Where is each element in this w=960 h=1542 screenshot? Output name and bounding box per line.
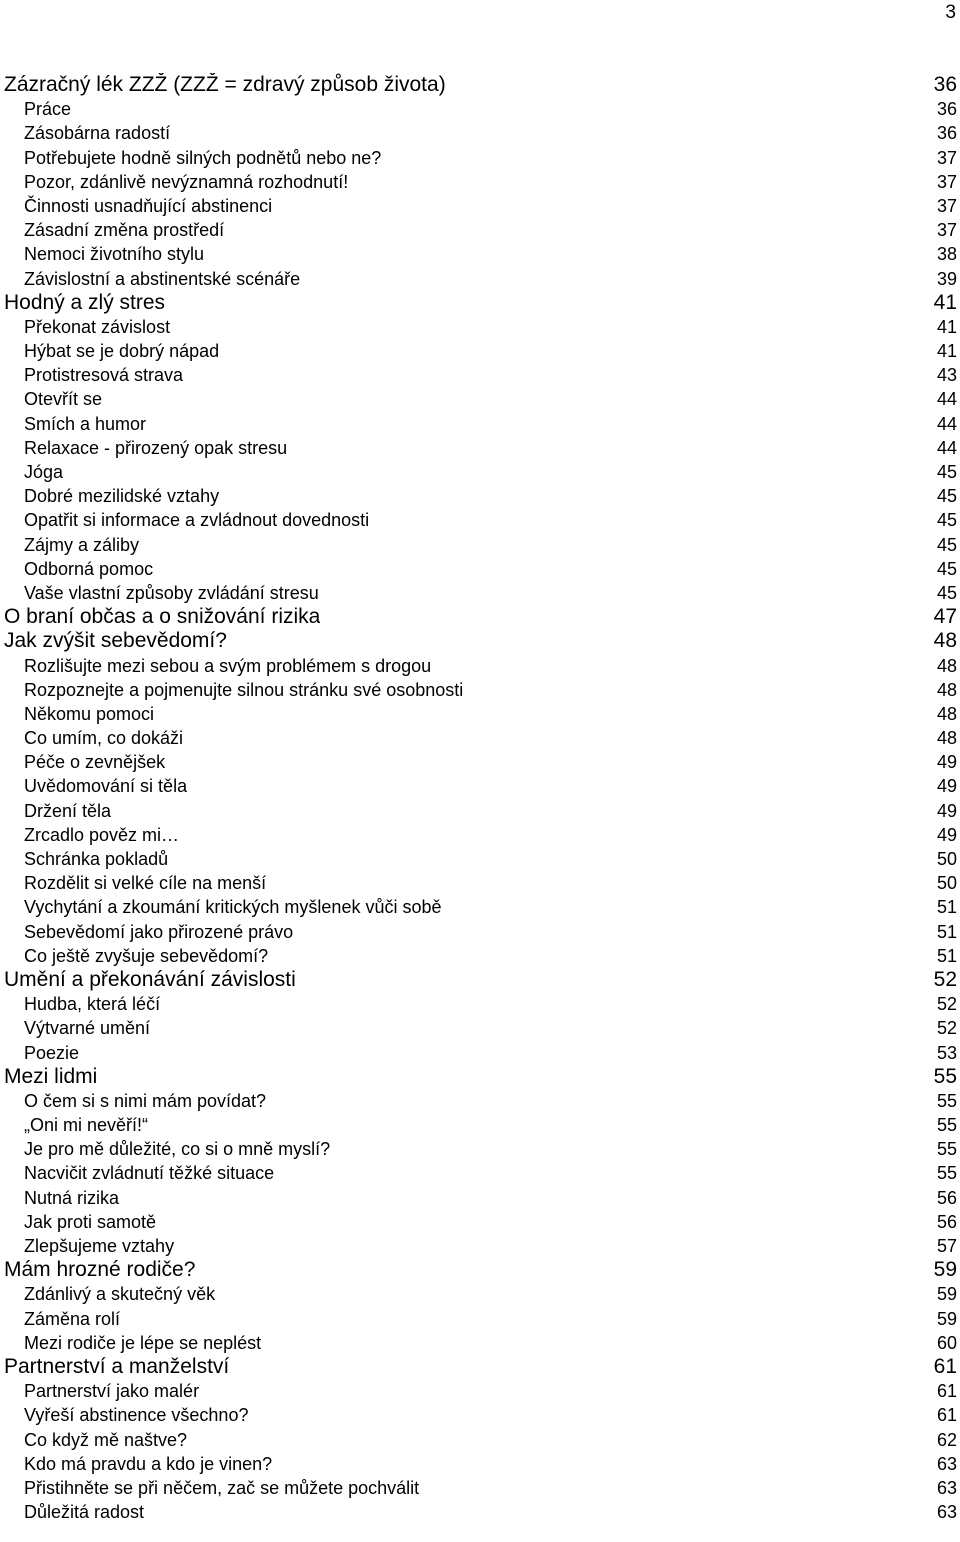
toc-entry-page: 44 xyxy=(936,413,957,434)
toc-entry-page: 37 xyxy=(936,220,957,241)
toc-entry-title: Jóga xyxy=(24,462,64,482)
toc-entry-page: 52 xyxy=(936,1018,957,1039)
toc-section-row[interactable] xyxy=(0,1379,957,1403)
toc-entry-title: Zásadní změna prostředí xyxy=(24,220,225,241)
toc-entry-page: 44 xyxy=(936,437,957,458)
toc-section-row[interactable] xyxy=(0,895,957,919)
toc-section-row[interactable] xyxy=(0,121,957,145)
toc-entry-title: Hýbat se je dobrý nápad xyxy=(24,341,220,362)
toc-section-row[interactable] xyxy=(0,1113,957,1137)
toc-entry-page: 37 xyxy=(936,147,957,168)
toc-entry-title: Důležitá radost xyxy=(24,1502,145,1523)
toc-entry-title: O čem si s nimi mám povídat? xyxy=(24,1090,267,1111)
toc-section-row[interactable] xyxy=(0,750,957,774)
toc-entry-page: 48 xyxy=(933,629,957,653)
toc-entry-title: Zázračný lék ZZŽ (ZZŽ = zdravý způsob života) xyxy=(4,73,446,96)
toc-section-row[interactable] xyxy=(0,992,957,1016)
toc-entry-title: „Oni mi nevěří!“ xyxy=(24,1115,149,1136)
toc-chapter-row[interactable] xyxy=(0,1355,957,1379)
toc-chapter-row[interactable] xyxy=(0,73,957,97)
toc-chapter-row[interactable] xyxy=(0,1065,957,1089)
toc-entry-page: 50 xyxy=(936,873,957,894)
toc-entry-page: 63 xyxy=(936,1502,957,1523)
toc-section-row[interactable] xyxy=(0,339,957,363)
toc-section-row[interactable] xyxy=(0,1500,957,1524)
toc-section-row[interactable] xyxy=(0,1452,957,1476)
toc-section-row[interactable] xyxy=(0,726,957,750)
toc-section-row[interactable] xyxy=(0,1331,957,1355)
toc-entry-page: 36 xyxy=(936,123,957,144)
toc-section-row[interactable] xyxy=(0,508,957,532)
toc-entry-page: 59 xyxy=(933,1258,957,1282)
toc-entry-title: Kdo má pravdu a kdo je vinen? xyxy=(24,1453,273,1474)
toc-entry-title: Rozdělit si velké cíle na menší xyxy=(24,873,267,894)
toc-entry-title: Někomu pomoci xyxy=(24,703,155,724)
toc-entry-title: Co když mě naštve? xyxy=(24,1429,188,1450)
toc-section-row[interactable] xyxy=(0,436,957,460)
toc-chapter-row[interactable] xyxy=(0,605,957,629)
toc-entry-page: 51 xyxy=(936,921,957,942)
toc-entry-title: Sebevědomí jako přirozené právo xyxy=(24,921,294,942)
toc-section-row[interactable] xyxy=(0,242,957,266)
toc-entry-page: 50 xyxy=(936,849,957,869)
toc-section-row[interactable] xyxy=(0,1089,957,1113)
toc-entry-title: Zdánlivý a skutečný věk xyxy=(24,1284,216,1305)
toc-section-row[interactable] xyxy=(0,194,957,218)
toc-entry-title: Zásobárna radostí xyxy=(24,123,171,144)
toc-entry-page: 63 xyxy=(936,1477,957,1498)
toc-entry-page: 61 xyxy=(936,1381,957,1402)
toc-section-row[interactable] xyxy=(0,267,957,291)
toc-entry-page: 51 xyxy=(936,945,957,966)
toc-section-row[interactable] xyxy=(0,460,957,484)
toc-entry-page: 45 xyxy=(936,582,957,603)
toc-section-row[interactable] xyxy=(0,774,957,798)
toc-section-row[interactable] xyxy=(0,847,957,871)
toc-section-row[interactable] xyxy=(0,1307,957,1331)
toc-section-row[interactable] xyxy=(0,702,957,726)
toc-section-row[interactable] xyxy=(0,1161,957,1185)
toc-entry-title: Mezi lidmi xyxy=(4,1064,98,1088)
toc-entry-page: 57 xyxy=(936,1236,957,1256)
toc-entry-page: 56 xyxy=(936,1187,957,1208)
toc-entry-page: 60 xyxy=(936,1332,957,1353)
toc-entry-page: 61 xyxy=(933,1354,957,1378)
toc-section-row[interactable] xyxy=(0,1041,957,1065)
toc-entry-page: 62 xyxy=(936,1429,957,1450)
toc-chapter-row[interactable] xyxy=(0,629,957,653)
toc-entry-title: Přistihněte se při něčem, zač se můžete pochválit xyxy=(24,1477,420,1498)
toc-entry-page: 52 xyxy=(936,994,957,1015)
toc-section-row[interactable] xyxy=(0,363,957,387)
toc-section-row[interactable] xyxy=(0,1476,957,1500)
toc-entry-title: Nemoci životního stylu xyxy=(24,244,205,265)
toc-entry-title: Mezi rodiče je lépe se neplést xyxy=(24,1332,262,1353)
toc-entry-title: Umění a překonávání závislosti xyxy=(4,967,296,991)
toc-entry-title: Činnosti usnadňující abstinenci xyxy=(24,195,273,216)
toc-entry-title: Relaxace - přirozený opak stresu xyxy=(24,437,288,458)
toc-entry-page: 45 xyxy=(936,486,957,507)
toc-entry-title: Nacvičit zvládnutí těžké situace xyxy=(24,1163,275,1184)
toc-entry-title: Nutná rizika xyxy=(24,1187,120,1208)
toc-section-row[interactable] xyxy=(0,387,957,411)
toc-chapter-row[interactable] xyxy=(0,968,957,992)
toc-entry-page: 48 xyxy=(936,655,957,676)
toc-section-row[interactable] xyxy=(0,1137,957,1161)
toc-entry-page: 37 xyxy=(936,195,957,216)
toc-section-row[interactable] xyxy=(0,146,957,170)
toc-entry-title: Výtvarné umění xyxy=(24,1018,151,1039)
toc-entry-title: Partnerství jako malér xyxy=(24,1381,200,1402)
toc-entry-page: 48 xyxy=(936,728,957,749)
toc-entry-title: Záměna rolí xyxy=(24,1308,121,1329)
toc-entry-title: Odborná pomoc xyxy=(24,558,154,579)
toc-entry-page: 47 xyxy=(933,605,957,629)
toc-entry-title: Zrcadlo pověz mi… xyxy=(24,824,180,845)
toc-chapter-row[interactable] xyxy=(0,1258,957,1282)
toc-section-row[interactable] xyxy=(0,412,957,436)
toc-entry-title: Potřebujete hodně silných podnětů nebo ne? xyxy=(24,147,382,168)
toc-entry-title: Práce xyxy=(24,99,72,120)
toc-section-row[interactable] xyxy=(0,97,957,121)
toc-entry-title: Rozlišujte mezi sebou a svým problémem s drogou xyxy=(24,655,432,676)
toc-chapter-row[interactable] xyxy=(0,291,957,315)
toc-section-row[interactable] xyxy=(0,557,957,581)
toc-entry-title: O braní občas a o snižování rizika xyxy=(4,605,321,629)
toc-section-row[interactable] xyxy=(0,678,957,702)
toc-entry-title: Zájmy a záliby xyxy=(24,534,140,555)
toc-entry-page: 36 xyxy=(936,99,957,120)
toc-section-row[interactable] xyxy=(0,1234,957,1258)
toc-entry-page: 48 xyxy=(936,703,957,724)
toc-entry-title: Otevřít se xyxy=(24,389,103,410)
toc-section-row[interactable] xyxy=(0,315,957,339)
toc-entry-title: Mám hrozné rodiče? xyxy=(4,1258,196,1282)
toc-entry-title: Poezie xyxy=(24,1042,80,1063)
toc-entry-page: 53 xyxy=(936,1042,957,1063)
toc-section-row[interactable] xyxy=(0,654,957,678)
toc-section-row[interactable] xyxy=(0,1016,957,1040)
toc-section-row[interactable] xyxy=(0,533,957,557)
toc-section-row[interactable] xyxy=(0,170,957,194)
page-number: 3 xyxy=(945,2,956,23)
toc-entry-page: 43 xyxy=(936,365,957,386)
toc-entry-title: Dobré mezilidské vztahy xyxy=(24,486,220,507)
toc-entry-title: Vaše vlastní způsoby zvládání stresu xyxy=(24,582,319,603)
toc-section-row[interactable] xyxy=(0,581,957,605)
toc-entry-page: 37 xyxy=(936,171,957,192)
toc-entry-page: 38 xyxy=(936,244,957,265)
toc-entry-page: 49 xyxy=(936,824,957,845)
toc-section-row[interactable] xyxy=(0,1282,957,1306)
toc-entry-title: Držení těla xyxy=(24,800,112,821)
toc-section-row[interactable] xyxy=(0,920,957,944)
toc-entry-page: 51 xyxy=(936,897,957,918)
toc-section-row[interactable] xyxy=(0,871,957,895)
toc-entry-page: 55 xyxy=(933,1064,957,1088)
toc-entry-page: 55 xyxy=(936,1090,957,1111)
toc-section-row[interactable] xyxy=(0,944,957,968)
toc-entry-title: Zlepšujeme vztahy xyxy=(24,1236,175,1256)
toc-entry-page: 39 xyxy=(936,268,957,289)
toc-entry-page: 44 xyxy=(936,389,957,410)
toc-entry-page: 55 xyxy=(936,1115,957,1136)
toc-entry-page: 49 xyxy=(936,800,957,821)
toc-entry-title: Jak zvýšit sebevědomí? xyxy=(4,629,227,653)
toc-entry-page: 55 xyxy=(936,1163,957,1184)
toc-section-row[interactable] xyxy=(0,218,957,242)
toc-entry-page: 55 xyxy=(936,1139,957,1160)
toc-entry-page: 45 xyxy=(936,510,957,531)
toc-entry-page: 48 xyxy=(936,679,957,700)
toc-section-row[interactable] xyxy=(0,799,957,823)
toc-entry-title: Péče o zevnějšek xyxy=(24,752,166,773)
toc-entry-page: 49 xyxy=(936,752,957,773)
table-of-contents xyxy=(0,73,957,1524)
toc-entry-title: Co umím, co dokáži xyxy=(24,728,184,749)
toc-entry-title: Co ještě zvyšuje sebevědomí? xyxy=(24,945,269,966)
toc-section-row[interactable] xyxy=(0,1186,957,1210)
toc-entry-title: Protistresová strava xyxy=(24,365,184,386)
toc-entry-page: 45 xyxy=(936,558,957,579)
toc-entry-title: Závislostní a abstinentské scénáře xyxy=(24,268,301,289)
toc-section-row[interactable] xyxy=(0,823,957,847)
toc-entry-page: 61 xyxy=(936,1405,957,1426)
toc-entry-page: 41 xyxy=(936,316,957,337)
toc-entry-title: Jak proti samotě xyxy=(24,1211,157,1232)
toc-section-row[interactable] xyxy=(0,1403,957,1427)
toc-entry-page: 45 xyxy=(936,462,957,482)
toc-entry-page: 59 xyxy=(936,1308,957,1329)
toc-entry-page: 41 xyxy=(936,341,957,362)
toc-section-row[interactable] xyxy=(0,1428,957,1452)
toc-entry-title: Hodný a zlý stres xyxy=(4,290,166,314)
toc-entry-title: Uvědomování si těla xyxy=(24,776,188,797)
toc-entry-title: Překonat závislost xyxy=(24,316,171,337)
toc-entry-title: Schránka pokladů xyxy=(24,849,169,869)
toc-entry-page: 49 xyxy=(936,776,957,797)
toc-entry-page: 36 xyxy=(933,73,957,96)
toc-entry-page: 52 xyxy=(933,967,957,991)
toc-entry-title: Smích a humor xyxy=(24,413,147,434)
toc-entry-title: Pozor, zdánlivě nevýznamná rozhodnutí! xyxy=(24,171,349,192)
toc-entry-title: Hudba, která léčí xyxy=(24,994,161,1015)
toc-entry-title: Opatřit si informace a zvládnout dovednosti xyxy=(24,510,370,531)
toc-entry-title: Rozpoznejte a pojmenujte silnou stránku své osobnosti xyxy=(24,679,464,700)
toc-entry-page: 63 xyxy=(936,1453,957,1474)
toc-entry-page: 56 xyxy=(936,1211,957,1232)
toc-entry-page: 59 xyxy=(936,1284,957,1305)
toc-section-row[interactable] xyxy=(0,484,957,508)
toc-entry-title: Partnerství a manželství xyxy=(4,1354,230,1378)
toc-entry-title: Vychytání a zkoumání kritických myšlenek vůči sobě xyxy=(24,897,442,918)
toc-entry-page: 41 xyxy=(933,290,957,314)
toc-section-row[interactable] xyxy=(0,1210,957,1234)
toc-entry-title: Vyřeší abstinence všechno? xyxy=(24,1405,249,1426)
toc-entry-page: 45 xyxy=(936,534,957,555)
toc-entry-title: Je pro mě důležité, co si o mně myslí? xyxy=(24,1139,331,1160)
